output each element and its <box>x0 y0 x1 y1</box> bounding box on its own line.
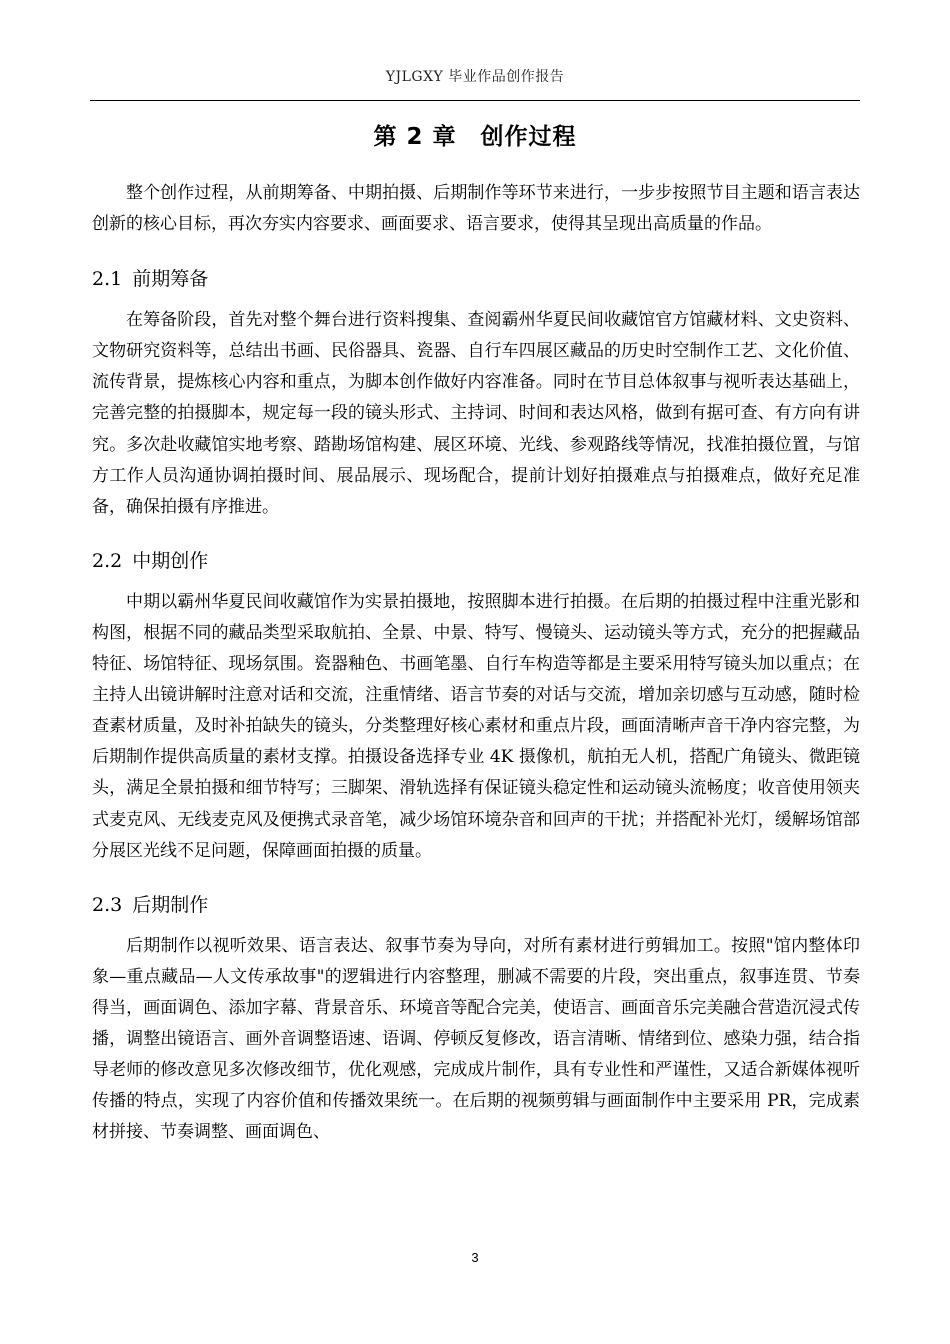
document-body <box>92 178 860 1148</box>
section-title: 后期制作 <box>132 893 209 916</box>
section-number: 2.2 <box>92 549 123 572</box>
section-title: 前期筹备 <box>132 268 209 291</box>
section-number: 2.1 <box>92 268 123 291</box>
section-heading-2-3 <box>92 893 860 917</box>
section-heading-2-2 <box>92 549 860 573</box>
running-header: YJLGXY 毕业作品创作报告 <box>385 69 565 85</box>
section-number: 2.3 <box>92 893 123 916</box>
section-paragraph-2-2: 中期以霸州华夏民间收藏馆作为实景拍摄地，按照脚本进行拍摄。在后期的拍摄过程中注重光影和构图，根据不同的藏品类型采取航拍、全景、中景、特写、慢镜头、运动镜头等方式，充分的把握藏品特征、场馆特征、现场氛围。瓷器釉色、书画笔墨、自行车构造等都是主要采用特写镜头加以重点；在主持人出镜讲解时注意对话和交流，注重情绪、语言节奏的对话与交流，增加亲切感与互动感，随时检查素材质量，及时补拍缺失的镜头，分类整理好核心素材和重点片段，画面清晰声音干净内容完整，为后期制作提供高质量的素材支撑。拍摄设备选择专业 4K 摄像机，航拍无人机，搭配广角镜头、微距镜头，满足全景拍摄和细节特写；三脚架、滑轨选择有保证镜头稳定性和运动镜头流畅度；收音使用领夹式麦克风、无线麦克风及便携式录音笔，减少场馆环境杂音和回声的干扰；并搭配补光灯，缓解场馆部分展区光线不足问题，保障画面拍摄的质量。 <box>92 591 860 861</box>
section-title: 中期创作 <box>132 549 209 572</box>
chapter-title: 第 2 章 创作过程 <box>373 124 577 150</box>
section-paragraph-2-3: 后期制作以视听效果、语言表达、叙事节奏为导向，对所有素材进行剪辑加工。按照"馆内整体印象—重点藏品—人文传承故事"的逻辑进行内容整理，删减不需要的片段，突出重点，叙事连贯、节奏得当，画面调色、添加字幕、背景音乐、环境音等配合完美，使语言、画面音乐完美融合营造沉浸式传播，调整出镜语言、画外音调整语速、语调、停顿反复修改，语言清晰、情绪到位、感染力强，结合指导老师的修改意见多次修改细节，优化观感，完成成片制作，具有专业性和严谨性，又适合新媒体视听传播的特点，实现了内容价值和传播效果统一。在后期的视频剪辑与画面制作中主要采用 PR，完成素材拼接、节奏调整、画面调色、 <box>92 935 860 1143</box>
header-divider <box>90 100 860 101</box>
intro-paragraph: 整个创作过程，从前期筹备、中期拍摄、后期制作等环节来进行，一步步按照节目主题和语言表达创新的核心目标，再次夯实内容要求、画面要求、语言要求，使得其呈现出高质量的作品。 <box>92 183 860 235</box>
section-paragraph-2-1: 在筹备阶段，首先对整个舞台进行资料搜集、查阅霸州华夏民间收藏馆官方馆藏材料、文史资料、文物研究资料等，总结出书画、民俗器具、瓷器、自行车四展区藏品的历史时空制作工艺、文化价值、流传背景，提炼核心内容和重点，为脚本创作做好内容准备。同时在节目总体叙事与视听表达基础上，完善完整的拍摄脚本，规定每一段的镜头形式、主持词、时间和表达风格，做到有据可查、有方向有讲究。多次赴收藏馆实地考察、踏勘场馆构建、展区环境、光线、参观路线等情况，找准拍摄位置，与馆方工作人员沟通协调拍摄时间、展品展示、现场配合，提前计划好拍摄难点与拍摄难点，做好充足准备，确保拍摄有序推进。 <box>92 310 860 517</box>
page-number: 3 <box>471 1250 479 1265</box>
section-heading-2-1 <box>92 267 860 291</box>
